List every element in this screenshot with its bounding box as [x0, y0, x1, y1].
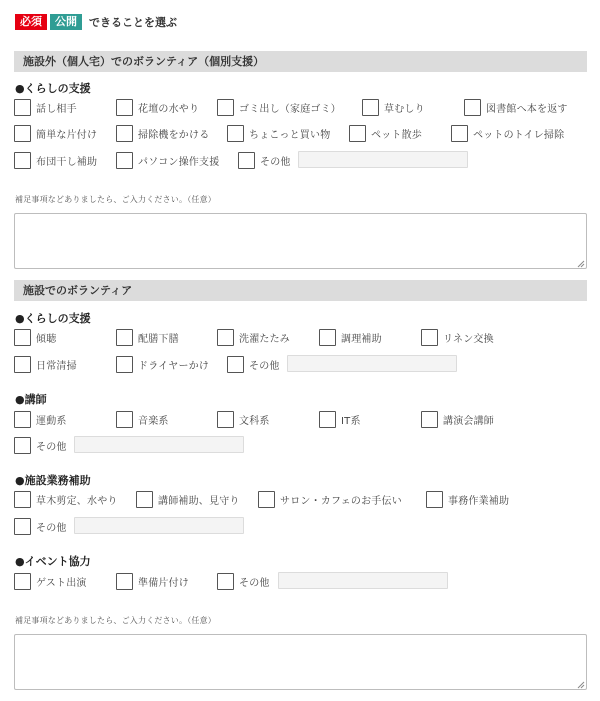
- checkbox-box[interactable]: [14, 125, 31, 142]
- checkbox-box[interactable]: [451, 125, 468, 142]
- checkbox-box[interactable]: [136, 491, 153, 508]
- checkbox-other-facility-life[interactable]: その他: [227, 355, 280, 373]
- checkbox-box[interactable]: [227, 356, 244, 373]
- checkbox-box[interactable]: [217, 411, 234, 428]
- checkbox-talk-partner[interactable]: 話し相手: [14, 98, 77, 116]
- resize-grip-icon[interactable]: [577, 681, 585, 689]
- checkbox-box[interactable]: [258, 491, 275, 508]
- checkbox-other-work[interactable]: その他: [14, 517, 67, 535]
- checkbox-other-teacher[interactable]: その他: [14, 436, 67, 454]
- checkbox-shopping[interactable]: ちょこっと買い物: [227, 124, 330, 142]
- checkbox-box[interactable]: [116, 152, 133, 169]
- checkbox-meal-serving[interactable]: 配膳下膳: [116, 328, 179, 346]
- checkbox-box[interactable]: [217, 99, 234, 116]
- other-input-facility-life[interactable]: [287, 355, 457, 372]
- checkbox-box[interactable]: [227, 125, 244, 142]
- group-title-facility-life: ●くらしの支援: [15, 312, 91, 325]
- checkbox-office-work[interactable]: 事務作業補助: [426, 490, 509, 508]
- checkbox-lecturer[interactable]: 講演会講師: [421, 410, 494, 428]
- checkbox-box[interactable]: [14, 152, 31, 169]
- note-textarea-individual[interactable]: [14, 213, 587, 269]
- note-label-individual: 補足事項などありましたら、ご入力ください。（任意）: [15, 195, 216, 204]
- checkbox-cooking-assist[interactable]: 調理補助: [319, 328, 382, 346]
- public-badge: 公開: [50, 14, 82, 30]
- checkbox-humanities[interactable]: 文科系: [217, 410, 270, 428]
- other-input-individual[interactable]: [298, 151, 468, 168]
- checkbox-box[interactable]: [217, 329, 234, 346]
- section-facility-title: 施設でのボランティア: [14, 280, 587, 301]
- checkbox-salon-cafe[interactable]: サロン・カフェのお手伝い: [258, 490, 402, 508]
- checkbox-vacuum[interactable]: 掃除機をかける: [116, 124, 209, 142]
- checkbox-box[interactable]: [464, 99, 481, 116]
- other-input-teacher[interactable]: [74, 436, 244, 453]
- group-title-event: ●イベント協力: [15, 555, 91, 568]
- checkbox-box[interactable]: [14, 437, 31, 454]
- checkbox-box[interactable]: [14, 356, 31, 373]
- checkbox-teacher-assist[interactable]: 講師補助、見守り: [136, 490, 240, 508]
- checkbox-box[interactable]: [14, 518, 31, 535]
- checkbox-garbage[interactable]: ゴミ出し（家庭ゴミ）: [217, 98, 341, 116]
- checkbox-library-return[interactable]: 図書館へ本を返す: [464, 98, 568, 116]
- checkbox-guest[interactable]: ゲスト出演: [14, 572, 87, 590]
- checkbox-pet-walk[interactable]: ペット散歩: [349, 124, 422, 142]
- checkbox-box[interactable]: [349, 125, 366, 142]
- required-badge: 必須: [15, 14, 47, 30]
- note-label-facility: 補足事項などありましたら、ご入力ください。（任意）: [15, 616, 216, 625]
- checkbox-box[interactable]: [421, 329, 438, 346]
- checkbox-box[interactable]: [116, 356, 133, 373]
- checkbox-laundry-folding[interactable]: 洗濯たたみ: [217, 328, 290, 346]
- section-individual-title: 施設外（個人宅）でのボランティア（個別支援）: [14, 51, 587, 72]
- checkbox-other-event[interactable]: その他: [217, 572, 270, 590]
- checkbox-other-individual[interactable]: その他: [238, 151, 291, 169]
- checkbox-it[interactable]: IT系: [319, 410, 361, 428]
- checkbox-box[interactable]: [14, 329, 31, 346]
- checkbox-tidying[interactable]: 簡単な片付け: [14, 124, 97, 142]
- checkbox-box[interactable]: [14, 411, 31, 428]
- checkbox-box[interactable]: [238, 152, 255, 169]
- checkbox-sports[interactable]: 運動系: [14, 410, 67, 428]
- checkbox-music[interactable]: 音楽系: [116, 410, 169, 428]
- checkbox-weeding[interactable]: 草むしり: [362, 98, 425, 116]
- checkbox-box[interactable]: [421, 411, 438, 428]
- checkbox-listening[interactable]: 傾聴: [14, 328, 56, 346]
- checkbox-box[interactable]: [426, 491, 443, 508]
- checkbox-box[interactable]: [319, 329, 336, 346]
- checkbox-flower-watering[interactable]: 花壇の水やり: [116, 98, 199, 116]
- checkbox-box[interactable]: [14, 99, 31, 116]
- resize-grip-icon[interactable]: [577, 260, 585, 268]
- checkbox-pc-support[interactable]: パソコン操作支援: [116, 151, 219, 169]
- other-input-event[interactable]: [278, 572, 448, 589]
- checkbox-box[interactable]: [116, 329, 133, 346]
- other-input-work[interactable]: [74, 517, 244, 534]
- checkbox-box[interactable]: [362, 99, 379, 116]
- group-title-work: ●施設業務補助: [15, 474, 91, 487]
- checkbox-linen-change[interactable]: リネン交換: [421, 328, 494, 346]
- checkbox-box[interactable]: [319, 411, 336, 428]
- form-field-header: [15, 13, 177, 31]
- group-title-individual-life: ●くらしの支援: [15, 82, 91, 95]
- checkbox-box[interactable]: [116, 573, 133, 590]
- checkbox-hair-dryer[interactable]: ドライヤーかけ: [116, 355, 209, 373]
- checkbox-pruning[interactable]: 草木剪定、水やり: [14, 490, 118, 508]
- checkbox-futon[interactable]: 布団干し補助: [14, 151, 97, 169]
- checkbox-box[interactable]: [116, 125, 133, 142]
- checkbox-box[interactable]: [116, 99, 133, 116]
- group-title-teacher: ●講師: [15, 393, 47, 406]
- checkbox-box[interactable]: [14, 491, 31, 508]
- checkbox-setup-cleanup[interactable]: 準備片付け: [116, 572, 189, 590]
- field-title: できることを選ぶ: [89, 16, 177, 29]
- checkbox-box[interactable]: [14, 573, 31, 590]
- checkbox-daily-cleaning[interactable]: 日常清掃: [14, 355, 77, 373]
- note-textarea-facility[interactable]: [14, 634, 587, 690]
- checkbox-pet-toilet[interactable]: ペットのトイレ掃除: [451, 124, 564, 142]
- checkbox-box[interactable]: [217, 573, 234, 590]
- checkbox-box[interactable]: [116, 411, 133, 428]
